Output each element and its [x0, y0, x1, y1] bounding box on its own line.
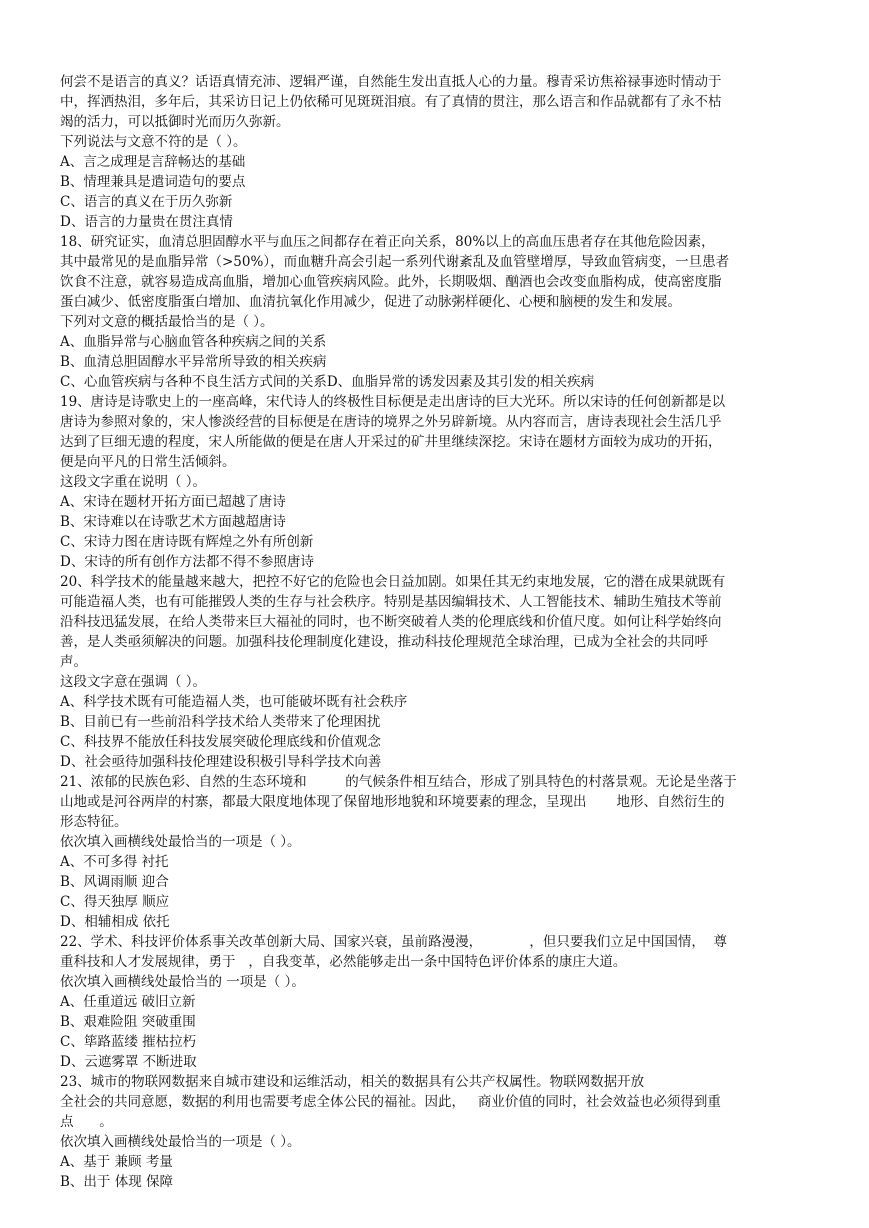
text-line: C、得天独厚 顺应	[60, 894, 170, 910]
text-line: A、不可多得 衬托	[60, 854, 169, 870]
text-line: 下列对文意的概括最恰当的是（ ）。	[60, 314, 274, 330]
text-line: C、宋诗力图在唐诗既有辉煌之外有所创新	[60, 534, 314, 550]
text-line: 其中最常见的是血脂异常（>50%），而血糖升高会引起一系列代谢紊乱及血管壁增厚，导致血管病变，一旦患者	[60, 254, 730, 270]
text-line: B、艰难险阻 突破重围	[60, 1014, 196, 1030]
text-line: D、云遮雾罩 不断进取	[60, 1054, 197, 1070]
text-line: D、相辅相成 依托	[60, 914, 170, 930]
text-line: A、任重道远 破旧立新	[60, 994, 196, 1010]
text-line: 依次填入画横线处最恰当的 一项是（ ）。	[60, 974, 305, 990]
text-line: C、科技界不能放任科技发展突破伦理底线和价值观念	[60, 734, 381, 750]
text-line: 沿科技迅猛发展，在给人类带来巨大福祉的同时，也不断突破着人类的伦理底线和价值尺度。如何让科学始终向	[60, 614, 722, 630]
text-line: 声。	[60, 654, 87, 670]
text-line: 21、浓郁的民族色彩、自然的生态环境和 的气候条件相互结合，形成了别具特色的村落景观。无论是坐落于	[60, 774, 737, 790]
text-line: B、宋诗难以在诗歌艺术方面越超唐诗	[60, 514, 286, 530]
text-line: 19、唐诗是诗歌史上的一座高峰，宋代诗人的终极性目标便是走出唐诗的巨大光环。所以宋诗的任何创新都是以	[60, 394, 726, 410]
text-line: D、语言的力量贵在贯注真情	[60, 214, 233, 230]
text-line: B、情理兼具是遣词造句的要点	[60, 174, 246, 190]
text-line: 中，挥洒热泪，多年后，其采访日记上仍依稀可见斑斑泪痕。有了真情的贯注，那么语言和作品就都有了永不枯	[60, 94, 722, 110]
text-line: 依次填入画横线处最恰当的一项是（ ）。	[60, 1134, 301, 1150]
text-line: 山地或是河谷两岸的村寨，都最大限度地体现了保留地形地貌和环境要素的理念，呈现出 地形、自然衍生的	[60, 794, 725, 810]
text-line: 下列说法与文意不符的是（ ）。	[60, 134, 247, 150]
text-line: 这段文字重在说明（ ）。	[60, 474, 207, 490]
text-line: 善，是人类亟须解决的问题。加强科技伦理制度化建设，推动科技伦理规范全球治理，已成为全社会的共同呼	[60, 634, 708, 650]
text-line: 23、城市的物联网数据来自城市建设和运维活动，相关的数据具有公共产权属性。物联网数据开放	[60, 1074, 645, 1090]
text-line: 何尝不是语言的真义？话语真情充沛、逻辑严谨，自然能生发出直抵人心的力量。穆青采访焦裕禄事迹时情动于	[60, 74, 722, 90]
text-line: 达到了巨细无遗的程度，宋人所能做的便是在唐人开采过的矿井里继续深挖。宋诗在题材方面较为成功的开拓，	[60, 434, 722, 450]
text-line: 全社会的共同意愿，数据的利用也需要考虑全体公民的福祉。因此， 商业价值的同时，社会效益也必须得到重	[60, 1094, 721, 1110]
text-line: 饮食不注意，就容易造成高血脂，增加心血管疾病风险。此外，长期吸烟、酗酒也会改变血脂构成，使高密度脂	[60, 274, 722, 290]
text-line: A、科学技术既有可能造福人类，也可能破坏既有社会秩序	[60, 694, 408, 710]
text-line: 可能造福人类，也有可能摧毁人类的生存与社会秩序。特别是基因编辑技术、人工智能技术、辅助生殖技术等前	[60, 594, 722, 610]
text-line: 18、研究证实，血清总胆固醇水平与血压之间都存在着正向关系，80%以上的高血压患者存在其他危险因素，	[60, 234, 715, 250]
text-line: 竭的活力，可以抵御时光而历久弥新。	[60, 114, 290, 130]
text-line: D、宋诗的所有创作方法都不得不参照唐诗	[60, 554, 314, 570]
text-line: B、血清总胆固醇水平异常所导致的相关疾病	[60, 354, 327, 370]
text-line: 重科技和人才发展规律，勇于 ，自我变革，必然能够走出一条中国特色评价体系的康庄大道。	[60, 954, 627, 970]
text-line: A、宋诗在题材开拓方面已超越了唐诗	[60, 494, 286, 510]
text-line: 便是向平凡的日常生活倾斜。	[60, 454, 236, 470]
text-line: B、出于 体现 保障	[60, 1174, 174, 1190]
text-line: 20、科学技术的能量越来越大，把控不好它的危险也会日益加剧。如果任其无约束地发展，它的潜在成果就既有	[60, 574, 726, 590]
text-line: 蛋白减少、低密度脂蛋白增加、血清抗氧化作用减少，促进了动脉粥样硬化、心梗和脑梗的发生和发展。	[60, 294, 681, 310]
text-line: 形态特征。	[60, 814, 128, 830]
document-page	[60, 72, 830, 1192]
text-line: C、语言的真义在于历久弥新	[60, 194, 233, 210]
text-line: 点 。	[60, 1114, 113, 1130]
text-line: 唐诗为参照对象的，宋人惨淡经营的目标便是在唐诗的境界之外另辟新境。从内容而言，唐诗表现社会生活几乎	[60, 414, 722, 430]
text-line: C、筚路蓝缕 摧枯拉朽	[60, 1034, 197, 1050]
text-line: A、基于 兼顾 考量	[60, 1154, 173, 1170]
text-line: 依次填入画横线处最恰当的一项是（ ）。	[60, 834, 301, 850]
text-line: B、风调雨顺 迎合	[60, 874, 169, 890]
text-line: 这段文字意在强调（ ）。	[60, 674, 207, 690]
text-line: A、血脂异常与心脑血管各种疾病之间的关系	[60, 334, 327, 350]
text-line: B、目前已有一些前沿科学技术给人类带来了伦理困扰	[60, 714, 381, 730]
text-line: 22、学术、科技评价体系事关改革创新大局、国家兴衰，虽前路漫漫， ，但只要我们立足中国国情， 尊	[60, 934, 727, 950]
text-line: A、言之成理是言辞畅达的基础	[60, 154, 246, 170]
text-line: D、社会亟待加强科技伦理建设积极引导科学技术向善	[60, 754, 382, 770]
text-line: C、心血管疾病与各种不良生活方式间的关系D、血脂异常的诱发因素及其引发的相关疾病	[60, 374, 595, 390]
